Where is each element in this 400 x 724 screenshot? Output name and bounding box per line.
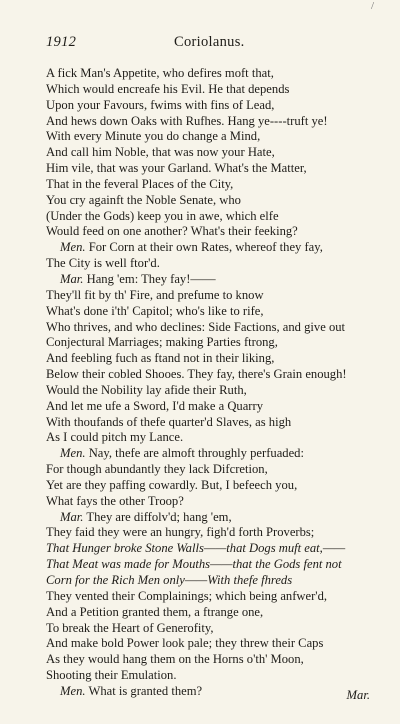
speaker-name: Men. (60, 240, 86, 255)
line-text: Yet are they paffing cowardly. But, I befeech you, (46, 477, 298, 492)
play-text (46, 66, 368, 700)
text-line (46, 636, 368, 652)
line-text: The City is well ftor'd. (46, 256, 160, 271)
line-text: And hews down Oaks with Rufhes. Hang ye----truft ye! (46, 113, 328, 128)
text-line (46, 430, 368, 446)
catchword: Mar. (346, 688, 370, 702)
text-line (46, 541, 368, 557)
text-line (46, 399, 368, 415)
line-text: That Hunger broke Stone Walls——that Dogs muft eat,—— (46, 541, 346, 556)
text-line (46, 114, 368, 130)
page-number: 1912 (46, 34, 77, 50)
text-line (46, 288, 368, 304)
text-line (46, 224, 368, 240)
line-text: And let me ufe a Sword, I'd make a Quarry (46, 398, 263, 413)
text-line (46, 240, 368, 256)
line-text: Corn for the Rich Men only——With thefe fhreds (46, 573, 293, 587)
text-line (46, 177, 368, 193)
speaker-name: Mar. (60, 271, 84, 286)
line-text: Which would encreafe his Evil. He that depends (46, 81, 290, 96)
text-line (46, 589, 368, 605)
text-line (46, 462, 368, 478)
running-title: Coriolanus. (174, 34, 245, 50)
line-text: What fays the other Troop? (46, 493, 184, 508)
line-text: With every Minute you do change a Mind, (46, 129, 261, 144)
text-line (46, 351, 368, 367)
corner-mark: / (371, 0, 375, 12)
text-line (46, 494, 368, 510)
text-line (46, 304, 368, 320)
text-line (46, 161, 368, 177)
text-line (46, 98, 368, 114)
text-line (46, 145, 368, 161)
line-text: Nay, thefe are almoft throughly perfuaded: (88, 446, 304, 461)
line-text: Shooting their Emulation. (46, 668, 177, 683)
text-line (46, 82, 368, 98)
text-line (46, 415, 368, 431)
line-text: They vented their Complainings; which being anfwer'd, (46, 588, 328, 603)
text-line (46, 66, 368, 82)
line-text: Hang 'em: They fay!—— (86, 271, 216, 286)
line-text: They are diffolv'd; hang 'em, (86, 509, 232, 524)
text-line (46, 383, 368, 399)
text-line (46, 684, 368, 700)
text-line (46, 129, 368, 145)
line-text: And feebling fuch as ftand not in their liking, (46, 351, 275, 366)
line-text: (Under the Gods) keep you in awe, which elfe (46, 208, 279, 223)
line-text: And make bold Power look pale; they threw their Caps (46, 636, 324, 651)
text-line (46, 525, 368, 541)
line-text: And call him Noble, that was now your Hate, (46, 145, 275, 160)
line-text: You cry againft the Noble Senate, who (46, 192, 241, 207)
line-text: To break the Heart of Generofity, (46, 620, 214, 635)
line-text: What's done i'th' Capitol; who's like to rife, (46, 303, 264, 318)
line-text: With thoufands of thefe quarter'd Slaves, as high (46, 414, 292, 429)
line-text: A fick Man's Appetite, who defires moft that, (46, 66, 274, 80)
line-text: As they would hang them on the Horns o'th' Moon, (46, 652, 304, 667)
line-text: Him vile, that was your Garland. What's the Matter, (46, 161, 307, 176)
text-line (46, 557, 368, 573)
line-text: As I could pitch my Lance. (46, 430, 184, 445)
text-line (46, 668, 368, 684)
text-line (46, 478, 368, 494)
line-text: That in the feveral Places of the City, (46, 176, 234, 191)
text-line (46, 446, 368, 462)
line-text: Would the Nobility lay afide their Ruth, (46, 382, 247, 397)
text-line (46, 621, 368, 637)
line-text: Would feed on one another? What's their feeking? (46, 224, 298, 239)
line-text: Below their cobled Shooes. They fay, there's Grain enough! (46, 367, 347, 382)
line-text: They faid they were an hungry, figh'd forth Proverbs; (46, 525, 315, 540)
line-text: Conjectural Marriages; making Parties ftrong, (46, 335, 278, 350)
line-text: For Corn at their own Rates, whereof they fay, (88, 240, 323, 255)
text-line (46, 256, 368, 272)
text-line (46, 510, 368, 526)
text-line (46, 605, 368, 621)
text-line (46, 367, 368, 383)
line-text: Upon your Favours, fwims with fins of Lead, (46, 97, 275, 112)
text-line (46, 652, 368, 668)
speaker-name: Men. (60, 446, 86, 461)
speaker-name: Mar. (60, 509, 84, 524)
text-line (46, 335, 368, 351)
text-line (46, 193, 368, 209)
line-text: Who thrives, and who declines: Side Factions, and give out (46, 319, 346, 334)
line-text: That Meat was made for Mouths——that the Gods fent not (46, 557, 342, 572)
line-text: What is granted them? (88, 683, 203, 698)
line-text: They'll fit by th' Fire, and prefume to know (46, 287, 264, 302)
line-text: For though abundantly they lack Difcretion, (46, 462, 268, 477)
text-line (46, 209, 368, 225)
text-line (46, 272, 368, 288)
speaker-name: Men. (60, 683, 86, 698)
text-line (46, 320, 368, 336)
text-line (46, 573, 368, 589)
line-text: And a Petition granted them, a ftrange one, (46, 604, 264, 619)
